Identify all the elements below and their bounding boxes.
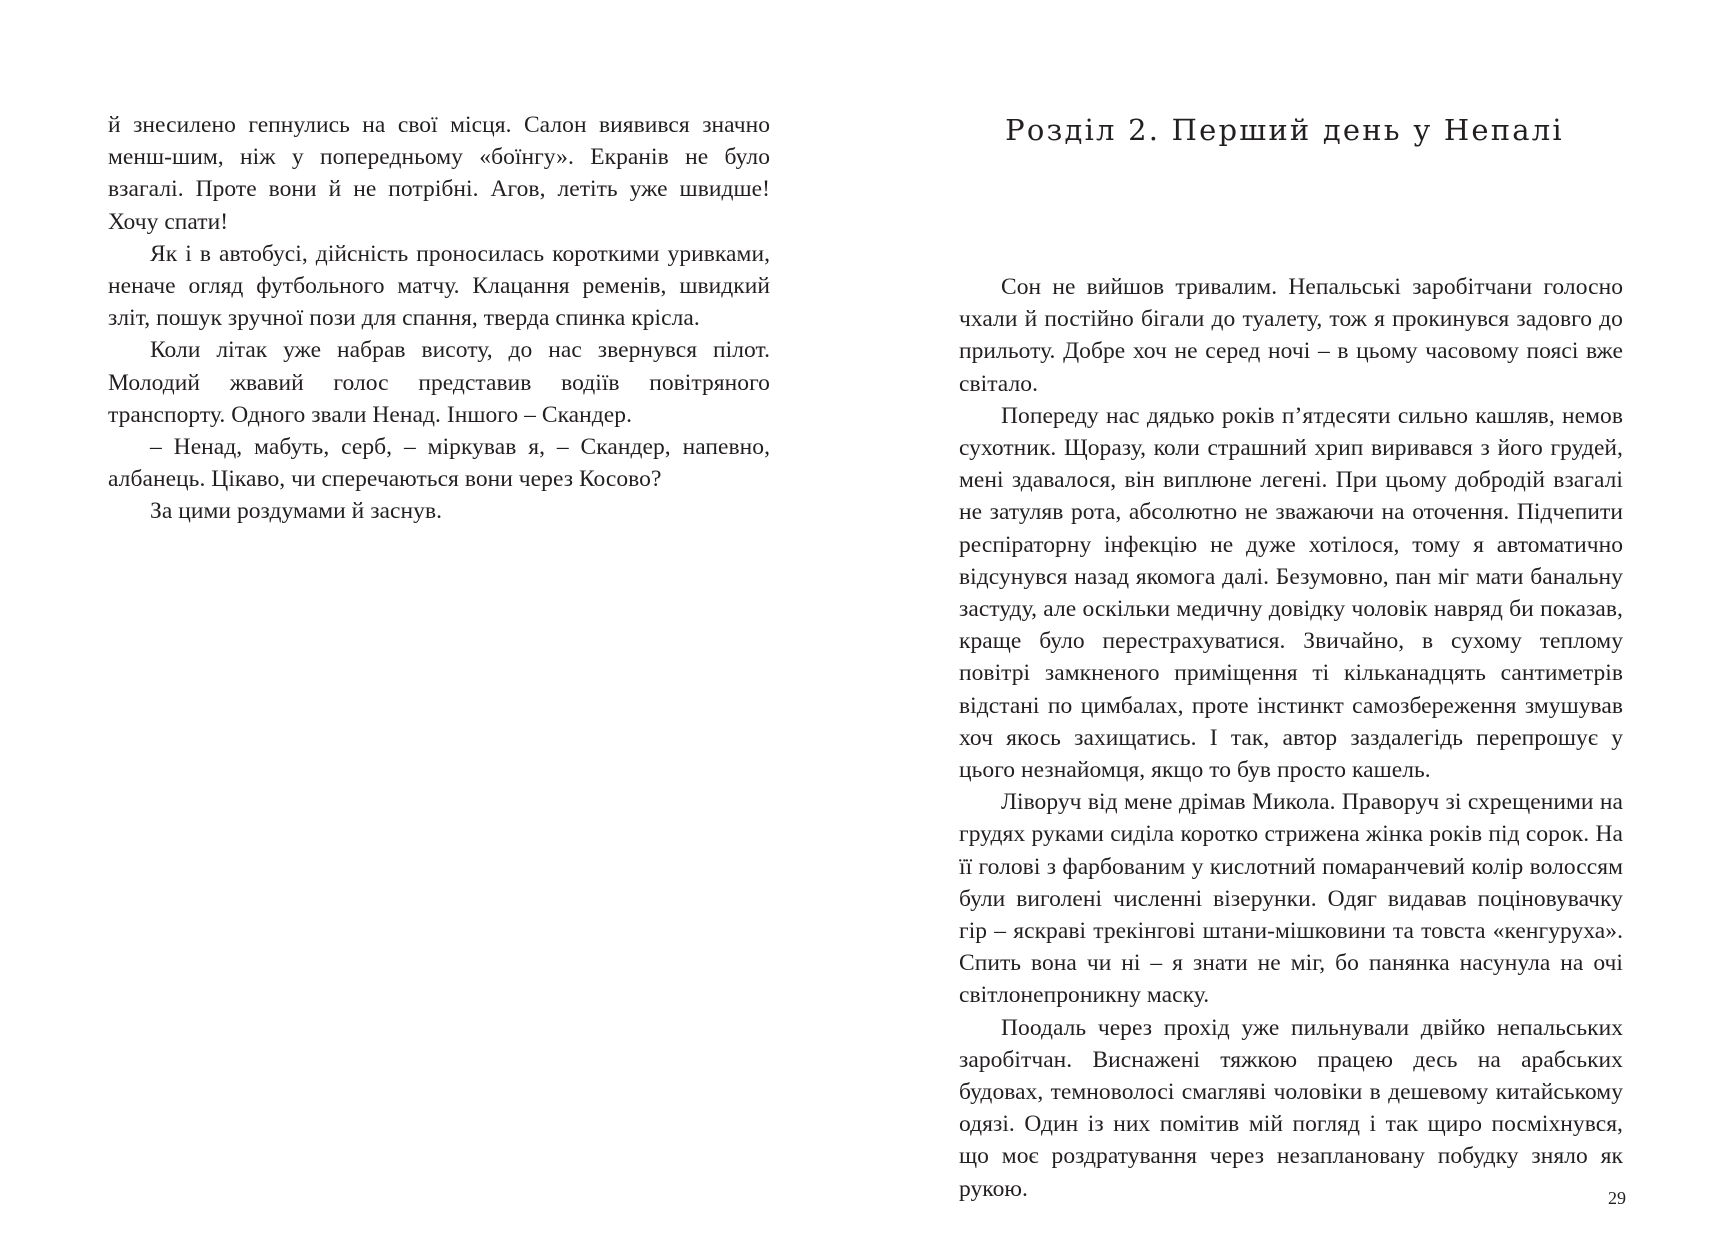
paragraph: Як і в автобусі, дійсність проносилась короткими уривками, неначе огляд футбольного матчу. Клацання ременів, швидкий зліт, пошук зручної пози для спання, тверда спинка крісла.: [108, 240, 770, 332]
page-number: 29: [1608, 1188, 1626, 1208]
left-page-text: [108, 109, 770, 528]
paragraph: Сон не вийшов тривалим. Непальські заробітчани голосно чхали й постійно бігали до туалету, тож я прокинувся задовго до прильоту. Добре хоч не серед ночі – в цьому часовому поясі вже світало.: [959, 274, 1623, 397]
paragraph: Попереду нас дядько років п’ятдесяти сильно кашляв, немов сухотник. Щоразу, коли страшний хрип виривався з його грудей, мені здавалося, він виплюне легені. При цьому добродій взагалі не затуляв рота, абсолютно не зважаючи на оточення. Підчепити респіраторну інфекцію не дуже хотілося, тому я автоматично відсунувся назад якомога далі. Безумовно, пан міг мати банальну застуду, але оскільки медичну довідку чоловік навряд би показав, краще було перестрахуватися. Звичайно, в сухому теплому повітрі замкненого приміщення ті кільканадцять сантиметрів відстані по цимбалах, проте інстинкт самозбереження змушував хоч якось захищатись. І так, автор заздалегідь перепрошує у цього незнайомця, якщо то був просто кашель.: [959, 402, 1623, 784]
left-page: [0, 0, 856, 1258]
right-page: [856, 0, 1713, 1258]
paragraph: Коли літак уже набрав висоту, до нас звернувся пілот. Молодий жвавий голос представив водіїв повітряного транспорту. Одного звали Ненад. Іншого – Скандер.: [108, 337, 770, 428]
paragraph: Поодаль через прохід уже пильнували двійко непальських заробітчан. Виснажені тяжкою працею десь на арабських будовах, темноволосі смагляві чоловіки в дешевому китайському одязі. Один із них помітив мій погляд і так щиро посміхнувся, що моє роздратування через незаплановану побудку зняло як рукою.: [959, 1014, 1623, 1202]
paragraph: – Ненад, мабуть, серб, – міркував я, – Скандер, напевно, албанець. Цікаво, чи сперечаються вони через Косово?: [108, 434, 770, 493]
paragraph: За цими роздумами й заснув.: [150, 498, 443, 525]
paragraph: й знесилено гепнулись на свої місця. Салон виявився значно менш-шим, ніж у попередньому «боїнгу». Екранів не було взагалі. Проте вони й не потрібні. Агов, летіть уже швидше! Хочу спати!: [108, 112, 770, 235]
paragraph: Ліворуч від мене дрімав Микола. Праворуч зі схрещеними на грудях руками сиділа коротко стрижена жінка років під сорок. На її голові з фарбованим у кислотний помаранчевий колір волоссям були виголені численні візерунки. Одяг видавав поціновувачку гір – яскраві трекінгові штани-мішковини та товста «кенгуруха». Спить вона чи ні – я знати не міг, бо панянка насунула на очі світлонепроникну маску.: [959, 789, 1623, 1009]
chapter-title: Розділ 2. Перший день у Непалі: [1005, 113, 1564, 147]
right-page-text: [959, 271, 1623, 1205]
